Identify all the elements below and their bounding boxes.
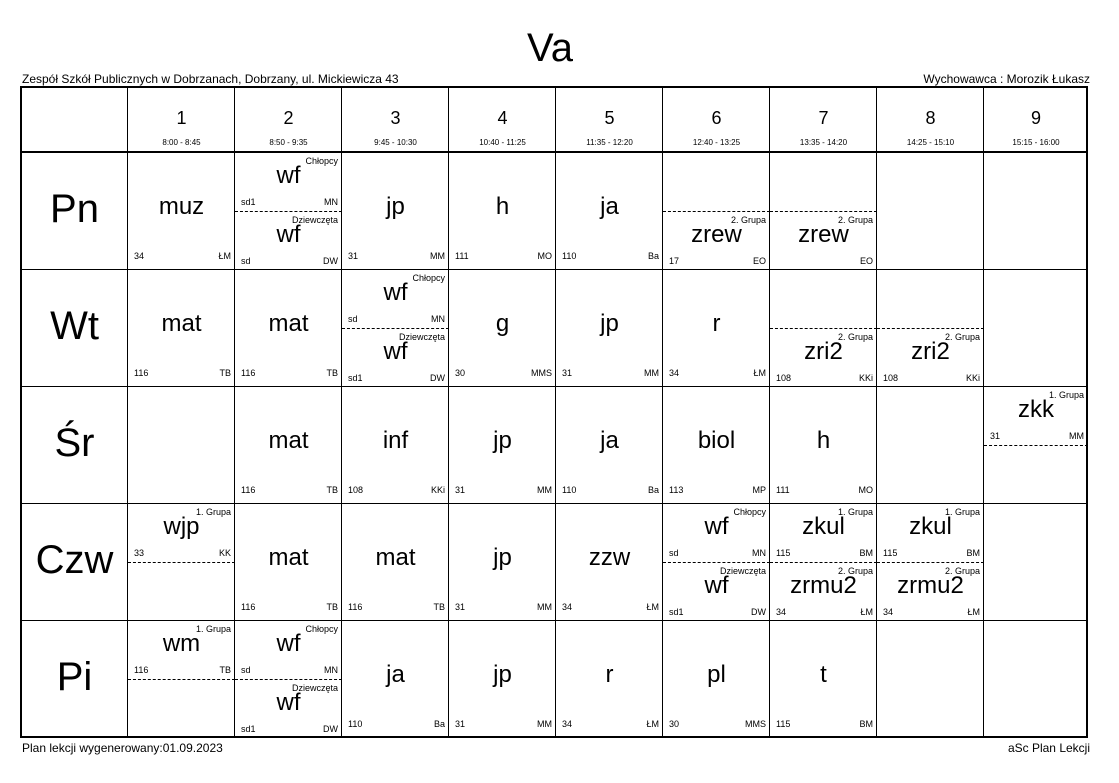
lesson-teacher: ŁM (753, 368, 766, 378)
lesson-teacher: Ba (647, 485, 659, 495)
period-header (342, 88, 449, 152)
group-label: 2. Grupa (837, 215, 873, 225)
lesson-room: sd (241, 256, 251, 266)
lesson-teacher: MMS (531, 368, 552, 378)
lesson-group-bottom[interactable] (770, 563, 877, 621)
day-label: Pi (56, 655, 93, 699)
lesson-teacher: BM (859, 719, 873, 729)
period-number: 5 (604, 108, 615, 128)
timetable-grid (20, 86, 1088, 738)
lesson-group-bottom[interactable] (877, 329, 984, 387)
lesson-room: 31 (455, 719, 466, 729)
lesson-teacher: TB (219, 665, 231, 675)
lesson-subject: wf (276, 221, 301, 248)
period-header (128, 88, 235, 152)
group-label: 2. Grupa (837, 332, 873, 342)
lesson-cell[interactable] (342, 270, 449, 387)
lesson-subject: wf (383, 279, 408, 306)
lesson-subject: zkk (1018, 396, 1054, 423)
lesson-cell[interactable] (449, 153, 556, 270)
lesson-room: 110 (562, 485, 577, 495)
lesson-teacher: MN (431, 314, 445, 324)
lesson-teacher: ŁM (646, 719, 659, 729)
lesson-cell[interactable] (556, 153, 663, 270)
lesson-teacher: KKi (965, 373, 980, 383)
lesson-subject: wm (162, 630, 201, 657)
lesson-subject: mat (268, 310, 309, 337)
lesson-room: 116 (348, 602, 363, 612)
lesson-cell[interactable] (556, 270, 663, 387)
lesson-room: 34 (883, 607, 894, 617)
lesson-room: 116 (134, 368, 149, 378)
lesson-room: sd (669, 548, 679, 558)
lesson-room: 34 (134, 251, 145, 261)
lesson-room: 116 (241, 602, 256, 612)
lesson-subject: g (495, 310, 510, 337)
lesson-group-bottom[interactable] (770, 212, 877, 270)
lesson-room: 111 (455, 251, 469, 261)
lesson-room: 110 (348, 719, 363, 729)
lesson-subject: ja (600, 193, 619, 220)
lesson-group-bottom[interactable] (235, 680, 342, 738)
lesson-cell[interactable] (770, 504, 877, 621)
lesson-group-bottom[interactable] (342, 329, 449, 387)
lesson-cell[interactable] (449, 270, 556, 387)
lesson-group-top[interactable] (128, 504, 235, 562)
period-time: 10:40 - 11:25 (479, 138, 526, 147)
period-header (877, 88, 984, 152)
software-credit: aSc Plan Lekcji (1007, 741, 1090, 755)
lesson-cell[interactable] (128, 504, 235, 621)
day-label: Śr (54, 421, 95, 465)
lesson-cell[interactable] (663, 504, 770, 621)
group-divider (984, 445, 1088, 446)
lesson-cell[interactable] (556, 387, 663, 504)
group-label: 2. Grupa (837, 566, 873, 576)
lesson-room: 17 (669, 256, 680, 266)
lesson-teacher: ŁM (218, 251, 231, 261)
group-divider (128, 679, 235, 680)
lesson-teacher: EO (859, 256, 873, 266)
lesson-group-top[interactable] (663, 504, 770, 562)
lesson-room: 116 (134, 665, 149, 675)
lesson-teacher: DW (323, 256, 338, 266)
lesson-subject: zkul (909, 513, 952, 540)
lesson-room: 31 (455, 602, 466, 612)
lesson-cell[interactable] (877, 270, 984, 387)
lesson-subject: wf (383, 338, 408, 365)
lesson-teacher: KKi (430, 485, 445, 495)
lesson-cell[interactable] (128, 270, 235, 387)
lesson-cell[interactable] (235, 504, 342, 621)
lesson-room: 31 (348, 251, 359, 261)
lesson-subject: wf (704, 513, 729, 540)
lesson-teacher: MMS (745, 719, 766, 729)
lesson-teacher: MM (537, 602, 552, 612)
lesson-room: 108 (883, 373, 899, 383)
group-label: 1. Grupa (837, 507, 873, 517)
group-label: Dziewczęta (291, 683, 338, 693)
lesson-room: 34 (562, 602, 573, 612)
lesson-subject: r (712, 310, 721, 337)
lesson-subject: jp (493, 544, 512, 571)
lesson-subject: wjp (163, 513, 200, 540)
lesson-teacher: MP (752, 485, 766, 495)
lesson-cell[interactable] (663, 621, 770, 738)
lesson-cell[interactable] (770, 387, 877, 504)
group-label: 2. Grupa (944, 332, 980, 342)
lesson-group-bottom[interactable] (877, 563, 984, 621)
lesson-teacher: DW (430, 373, 445, 383)
lesson-subject: zrew (798, 221, 849, 248)
lesson-subject: wf (276, 630, 301, 657)
period-number: 1 (176, 108, 187, 128)
lesson-subject: wf (276, 689, 301, 716)
lesson-group-bottom[interactable] (770, 329, 877, 387)
period-time: 8:50 - 9:35 (269, 138, 308, 147)
lesson-group-top[interactable] (877, 504, 984, 562)
lesson-cell[interactable] (877, 504, 984, 621)
lesson-cell[interactable] (770, 621, 877, 738)
period-time: 15:15 - 16:00 (1012, 138, 1060, 147)
group-label: Dziewczęta (719, 566, 766, 576)
lesson-room: 113 (669, 485, 684, 495)
generated-date: Plan lekcji wygenerowany:01.09.2023 (22, 741, 223, 755)
group-label: Chłopcy (305, 156, 338, 166)
lesson-subject: zzw (588, 544, 631, 571)
period-header (449, 88, 556, 152)
lesson-room: sd1 (241, 724, 256, 734)
lesson-cell[interactable] (770, 270, 877, 387)
lesson-room: 31 (990, 431, 1001, 441)
group-divider (128, 562, 235, 563)
lesson-room: 116 (241, 368, 256, 378)
period-number: 8 (925, 108, 936, 128)
lesson-teacher: ŁM (646, 602, 659, 612)
lesson-cell[interactable] (235, 270, 342, 387)
group-label: 2. Grupa (944, 566, 980, 576)
lesson-cell[interactable] (449, 387, 556, 504)
period-header (770, 88, 877, 152)
lesson-room: sd (241, 665, 251, 675)
lesson-teacher: Ba (647, 251, 659, 261)
group-label: 1. Grupa (944, 507, 980, 517)
lesson-room: 31 (562, 368, 573, 378)
period-time: 14:25 - 15:10 (906, 138, 955, 147)
lesson-group-top[interactable] (342, 270, 449, 328)
lesson-teacher: BM (966, 548, 980, 558)
lesson-subject: jp (600, 310, 619, 337)
lesson-teacher: KKi (858, 373, 873, 383)
lesson-subject: mat (375, 544, 416, 571)
lesson-subject: h (495, 193, 510, 220)
lesson-subject: wf (704, 572, 729, 599)
lesson-cell[interactable] (342, 387, 449, 504)
lesson-subject: h (816, 427, 831, 454)
lesson-subject: r (605, 661, 614, 688)
lesson-room: 115 (883, 548, 898, 558)
group-label: Chłopcy (733, 507, 766, 517)
lesson-teacher: ŁM (967, 607, 980, 617)
lesson-room: 34 (669, 368, 680, 378)
lesson-teacher: MM (537, 485, 552, 495)
lesson-teacher: TB (326, 485, 338, 495)
period-time: 8:00 - 8:45 (162, 138, 201, 147)
period-number: 2 (283, 108, 294, 128)
lesson-cell[interactable] (449, 621, 556, 738)
lesson-room: 115 (776, 719, 791, 729)
lesson-teacher: MM (537, 719, 552, 729)
lesson-teacher: MO (537, 251, 552, 261)
lesson-subject: mat (268, 544, 309, 571)
lesson-subject: zrmu2 (897, 572, 964, 599)
lesson-subject: ja (600, 427, 619, 454)
lesson-group-bottom[interactable] (663, 563, 770, 621)
lesson-room: 34 (562, 719, 573, 729)
lesson-group-bottom[interactable] (235, 212, 342, 270)
group-label: 1. Grupa (195, 624, 231, 634)
lesson-group-top[interactable] (235, 621, 342, 679)
lesson-subject: mat (268, 427, 309, 454)
lesson-cell[interactable] (770, 153, 877, 270)
class-teacher: Wychowawca : Morozik Łukasz (923, 72, 1090, 86)
lesson-subject: mat (161, 310, 202, 337)
group-label: 1. Grupa (1048, 390, 1084, 400)
lesson-teacher: MN (324, 197, 338, 207)
period-number: 7 (818, 108, 829, 128)
group-label: 1. Grupa (195, 507, 231, 517)
lesson-teacher: MN (324, 665, 338, 675)
lesson-subject: wf (276, 162, 301, 189)
lesson-subject: zri2 (804, 338, 843, 365)
lesson-cell[interactable] (128, 621, 235, 738)
lesson-subject: pl (707, 661, 726, 688)
lesson-teacher: Ba (433, 719, 445, 729)
lesson-teacher: MM (1069, 431, 1084, 441)
lesson-subject: ja (386, 661, 405, 688)
lesson-subject: jp (386, 193, 405, 220)
lesson-subject: jp (493, 427, 512, 454)
lesson-subject: muz (158, 193, 205, 220)
lesson-teacher: MO (858, 485, 873, 495)
day-label: Pn (50, 187, 99, 231)
lesson-teacher: TB (433, 602, 445, 612)
group-label: 2. Grupa (730, 215, 766, 225)
lesson-cell[interactable] (449, 504, 556, 621)
lesson-room: 110 (562, 251, 577, 261)
lesson-teacher: DW (323, 724, 338, 734)
lesson-cell[interactable] (128, 153, 235, 270)
lesson-room: 30 (669, 719, 680, 729)
lesson-teacher: KK (218, 548, 231, 558)
timetable-title: Va (527, 26, 573, 70)
lesson-teacher: BM (859, 548, 873, 558)
lesson-group-top[interactable] (128, 621, 235, 679)
lesson-cell[interactable] (235, 621, 342, 738)
lesson-cell[interactable] (235, 387, 342, 504)
lesson-cell[interactable] (663, 270, 770, 387)
lesson-room: sd (348, 314, 358, 324)
period-header (235, 88, 342, 152)
lesson-subject: t (820, 661, 827, 688)
lesson-teacher: DW (751, 607, 766, 617)
period-time: 13:35 - 14:20 (799, 138, 848, 147)
lesson-cell[interactable] (663, 153, 770, 270)
lesson-teacher: TB (326, 602, 338, 612)
lesson-room: 108 (348, 485, 364, 495)
lesson-subject: inf (382, 427, 409, 454)
period-number: 3 (390, 108, 401, 128)
lesson-teacher: MN (752, 548, 766, 558)
group-label: Chłopcy (305, 624, 338, 634)
lesson-subject: zrew (691, 221, 742, 248)
lesson-room: sd1 (241, 197, 256, 207)
lesson-cell[interactable] (984, 387, 1088, 504)
lesson-teacher: EO (752, 256, 766, 266)
lesson-subject: biol (697, 427, 736, 454)
lesson-subject: zkul (802, 513, 845, 540)
lesson-cell[interactable] (663, 387, 770, 504)
lesson-room: 33 (134, 548, 145, 558)
lesson-subject: zrmu2 (790, 572, 857, 599)
lesson-subject: jp (493, 661, 512, 688)
lesson-group-top[interactable] (770, 504, 877, 562)
period-time: 11:35 - 12:20 (586, 138, 633, 147)
period-number: 4 (497, 108, 508, 128)
lesson-cell[interactable] (235, 153, 342, 270)
lesson-group-bottom[interactable] (663, 212, 770, 270)
period-number: 6 (711, 108, 722, 128)
lesson-cell[interactable] (556, 621, 663, 738)
lesson-room: 34 (776, 607, 787, 617)
group-label: Chłopcy (412, 273, 445, 283)
lesson-teacher: MM (430, 251, 445, 261)
lesson-room: 108 (776, 373, 792, 383)
day-label: Wt (50, 304, 99, 348)
lesson-cell[interactable] (556, 504, 663, 621)
lesson-group-top[interactable] (235, 153, 342, 211)
lesson-room: sd1 (669, 607, 684, 617)
lesson-cell[interactable] (342, 621, 449, 738)
group-label: Dziewczęta (398, 332, 445, 342)
lesson-teacher: TB (219, 368, 231, 378)
day-label: Czw (35, 538, 114, 582)
period-time: 9:45 - 10:30 (374, 138, 417, 147)
period-header (663, 88, 770, 152)
lesson-room: 111 (776, 485, 790, 495)
lesson-teacher: ŁM (860, 607, 873, 617)
lesson-teacher: MM (644, 368, 659, 378)
period-number: 9 (1030, 108, 1041, 128)
lesson-teacher: TB (326, 368, 338, 378)
school-name: Zespół Szkół Publicznych w Dobrzanach, Dobrzany, ul. Mickiewicza 43 (22, 72, 399, 86)
lesson-cell[interactable] (342, 504, 449, 621)
lesson-room: sd1 (348, 373, 363, 383)
period-header (984, 88, 1088, 152)
period-header (556, 88, 663, 152)
lesson-room: 30 (455, 368, 466, 378)
lesson-room: 31 (455, 485, 466, 495)
lesson-cell[interactable] (342, 153, 449, 270)
group-label: Dziewczęta (291, 215, 338, 225)
lesson-subject: zri2 (911, 338, 950, 365)
lesson-room: 115 (776, 548, 791, 558)
period-time: 12:40 - 13:25 (692, 138, 741, 147)
lesson-room: 116 (241, 485, 256, 495)
lesson-group-top[interactable] (984, 387, 1088, 445)
